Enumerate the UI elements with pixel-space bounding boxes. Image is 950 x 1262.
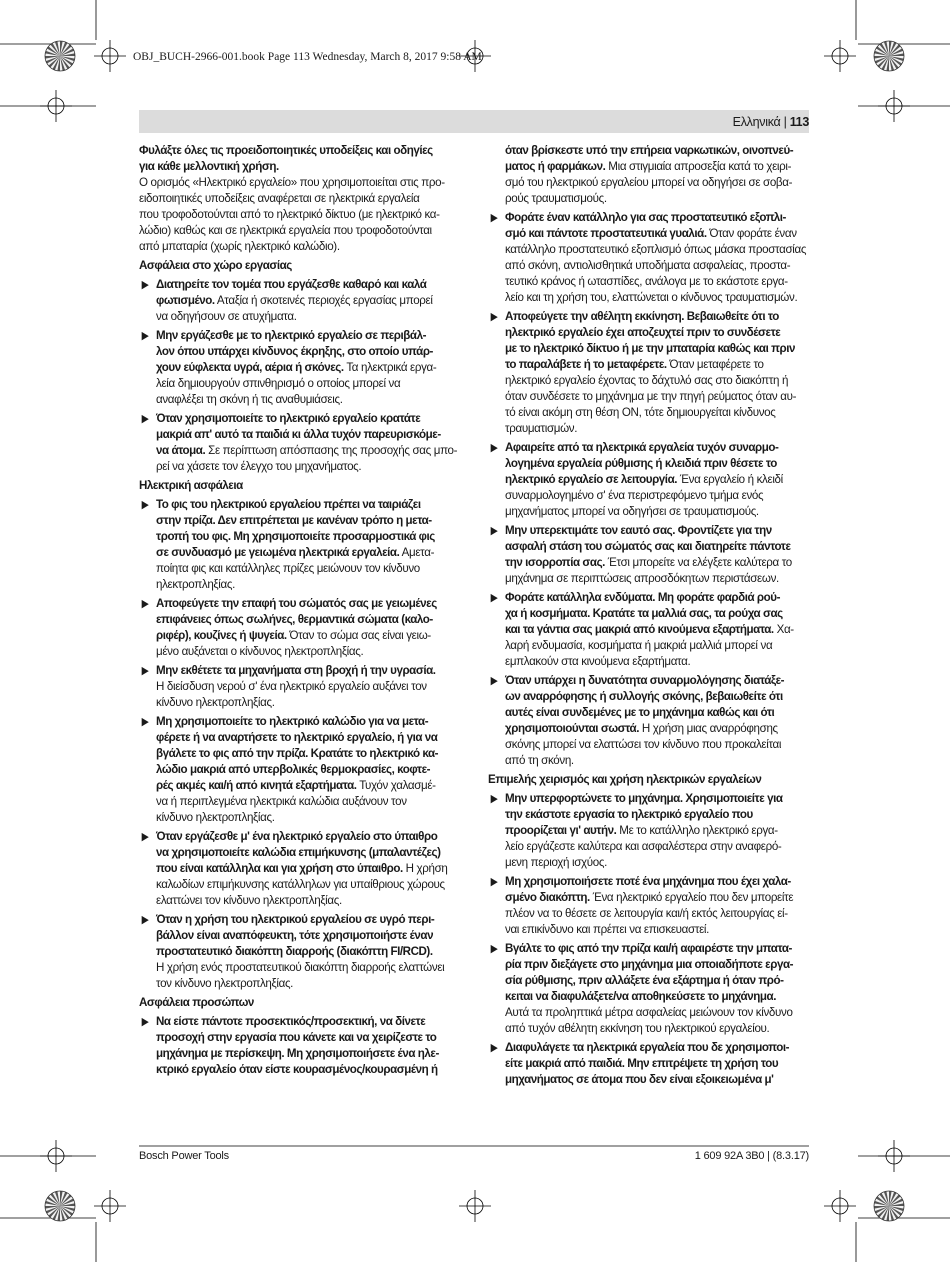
crosshair-top-left <box>94 40 126 72</box>
text-line <box>139 239 340 255</box>
bold-run: ηλεκτρικό εργαλείο έχει αποζευχτεί πριν το συνδέσετε <box>505 326 781 339</box>
text-line <box>156 778 436 794</box>
text-line <box>505 389 796 405</box>
bullet-marker: ▶ <box>490 212 498 224</box>
bold-run: ριφέρ), κουζίνες ή ψυγεία. <box>156 629 287 642</box>
bold-run: για κάθε μελλοντική χρήση. <box>139 160 279 173</box>
bullet-marker: ▶ <box>141 831 149 843</box>
starburst-mark-top-right <box>874 41 904 71</box>
text-run: τον κίνδυνο ηλεκτροπληξίας. <box>156 977 294 990</box>
text-line <box>505 373 788 389</box>
bold-run: κτρικό εργαλείο όταν είστε κουρασμένος/κουρασμένη ή <box>156 1063 438 1076</box>
text-line <box>505 807 753 823</box>
bold-run: μηχανήματος σε άτομα που δεν είναι εξοικειωμένα μ' <box>505 1073 774 1086</box>
bold-run: όταν βρίσκεστε υπό την επήρεια ναρκωτικών, οινοπνεύ- <box>505 144 794 157</box>
bold-run: Όταν χρησιμοποιείτε το ηλεκτρικό εργαλείο κρατάτε <box>156 412 421 425</box>
text-run: Σε περίπτωση απόσπασης της προσοχής σας μπο- <box>205 444 458 457</box>
text-line <box>505 325 780 341</box>
text-line <box>156 1030 436 1046</box>
bold-run: σία ρύθμισης, πριν αλλάξετε ένα εξάρτημα ή όταν πρό- <box>505 974 784 987</box>
bullet-marker: ▶ <box>141 499 149 511</box>
bold-run: να άτομα. <box>156 444 206 457</box>
bold-run: Ασφάλεια προσώπων <box>139 996 254 1009</box>
text-run: εμπλακούν στα κινούμενα εξαρτήματα. <box>505 655 691 668</box>
text-run: να ή περιπλεγμένα ηλεκτρικά καλώδια αυξάνουν τον <box>156 795 407 808</box>
text-line <box>505 753 574 769</box>
bold-run: ηλεκτρικό εργαλείο σε λειτουργία. <box>505 473 678 486</box>
text-line <box>156 644 363 660</box>
text-run: Με το κατάλληλο ηλεκτρικό εργα- <box>616 824 778 837</box>
text-run: από τυχόν αθέλητη εκκίνηση του ηλεκτρικού εργαλείου. <box>505 1022 770 1035</box>
bullet-marker: ▶ <box>490 943 498 955</box>
text-line <box>156 714 428 730</box>
text-line <box>505 791 783 807</box>
text-line <box>156 893 342 909</box>
crosshair-top-right <box>824 40 856 72</box>
text-line <box>156 944 433 960</box>
book-info-line: OBJ_BUCH-2966-001.book Page 113 Wednesday, March 8, 2017 9:58 AM <box>133 51 482 63</box>
bold-run: σε συνδυασμό με γειωμένα ηλεκτρικά εργαλεία. <box>156 546 400 559</box>
text-run: ρούς τραυματισμούς. <box>505 192 607 205</box>
bold-run: Ασφάλεια στο χώρο εργασίας <box>139 259 292 272</box>
text-line <box>156 293 433 309</box>
text-line <box>505 242 806 258</box>
text-run: Έτσι μπορείτε να ελέγξετε καλύτερα το <box>604 556 792 569</box>
crosshair-left-mid <box>40 90 72 122</box>
text-run: Όταν φοράτε έναν <box>706 227 797 240</box>
text-run: συναρμολογημένο σ' ένα περιστρεφόμενο τμήμα ενός <box>505 489 764 502</box>
bold-run: Όταν η χρήση του ηλεκτρικού εργαλείου σε υγρό περι- <box>156 913 435 926</box>
text-run: από τη σκόνη. <box>505 754 574 767</box>
bold-run: Φοράτε έναν κατάλληλο για σας προστατευτικό εξοπλι- <box>505 211 786 224</box>
text-line <box>505 1040 789 1056</box>
text-run: τό είναι ακόμη στη θέση ON, τότε δημιουργείται κίνδυνος <box>505 406 776 419</box>
text-run: αναφλέξει τη σκόνη ή τις αναθυμιάσεις. <box>156 393 343 406</box>
text-line <box>156 1014 425 1030</box>
text-line <box>156 529 435 545</box>
text-line <box>139 143 433 159</box>
text-line <box>139 223 432 239</box>
crosshair-right-mid <box>878 90 910 122</box>
text-run: Μια στιγμιαία απροσεξία κατά το χειρι- <box>605 160 792 173</box>
text-line <box>505 654 690 670</box>
bold-run: την ισορροπία σας. <box>505 556 605 569</box>
text-run: ηλεκτρικό εργαλείο έχοντας το δάχτυλό σας στο διακόπτη ή <box>505 374 789 387</box>
bold-run: που είναι κατάλληλα και για χρήση στο ύπαιθρο. <box>156 862 403 875</box>
text-line <box>156 730 437 746</box>
bold-run: Ηλεκτρική ασφάλεια <box>139 479 243 492</box>
text-line <box>505 606 783 622</box>
text-line <box>505 258 790 274</box>
text-line <box>156 376 400 392</box>
text-run: μενη περιοχή ισχύος. <box>505 856 607 869</box>
page-header-language: Ελληνικά | 113 <box>732 115 809 129</box>
text-run: τευτικό κράνος ή ωτασπίδες, ανάλογα με το εκάστοτε εργα- <box>505 275 788 288</box>
text-run: Η διείσδυση νερού σ' ένα ηλεκτρικό εργαλείο αυξάνει τον <box>156 680 427 693</box>
text-run: όταν συνδέσετε το μηχάνημα με την πηγή ρεύματος όταν αυ- <box>505 390 797 403</box>
section-heading <box>139 258 292 274</box>
text-line <box>505 590 780 606</box>
text-line <box>156 928 433 944</box>
bullet-marker: ▶ <box>141 598 149 610</box>
bold-run: το παραλάβετε ή το μεταφέρετε. <box>505 358 667 371</box>
bold-run: επιφάνειες όπως σωλήνες, θερμαντικά σώματα (καλο- <box>156 613 433 626</box>
text-line <box>156 912 434 928</box>
bold-run: Μην εκθέτετε τα μηχανήματα στη βροχή ή την υγρασία. <box>156 664 436 677</box>
text-line <box>505 159 791 175</box>
text-run: ελαττώνει τον κίνδυνο ηλεκτροπληξίας. <box>156 894 342 907</box>
bold-run: μηχάνημα με περίσκεψη. Μη χρησιμοποιήσετε ένα ηλε- <box>156 1047 439 1060</box>
bold-run: την εκάστοτε εργασία το ηλεκτρικό εργαλείο που <box>505 808 753 821</box>
text-run: σμό του ηλεκτρικού εργαλείου μπορεί να οδηγήσει σε σοβα- <box>505 176 793 189</box>
footer-doc-code: 1 609 92A 3B0 | (8.3.17) <box>694 1150 809 1162</box>
text-line <box>156 561 420 577</box>
text-line <box>505 673 784 689</box>
text-line <box>505 855 607 871</box>
crosshair-bottom-left <box>94 1190 126 1222</box>
text-run: ηλεκτροπληξίας. <box>156 578 235 591</box>
bold-run: Μη χρησιμοποιείτε το ηλεκτρικό καλώδιο για να μετα- <box>156 715 429 728</box>
language-label: Ελληνικά <box>732 115 781 129</box>
bullet-marker: ▶ <box>490 592 498 604</box>
text-line <box>505 989 776 1005</box>
text-line <box>139 191 420 207</box>
bullet-marker: ▶ <box>490 675 498 687</box>
bold-run: Διατηρείτε τον τομέα που εργάζεσθε καθαρό και καλά <box>156 278 427 291</box>
text-run: Η χρήση ενός προστατευτικού διακόπτη διαρροής ελαττώνει <box>156 961 445 974</box>
text-line <box>156 277 426 293</box>
bold-run: κειται να διαφυλάξετε/να αποθηκεύσετε το μηχάνημα. <box>505 990 776 1003</box>
text-line <box>156 513 432 529</box>
text-line <box>505 906 788 922</box>
text-line <box>156 612 433 628</box>
footer-brand: Bosch Power Tools <box>139 1150 229 1162</box>
text-line <box>505 274 788 290</box>
text-line <box>505 957 793 973</box>
text-line <box>505 309 779 325</box>
text-line <box>505 571 779 587</box>
text-line <box>505 941 792 957</box>
text-line <box>505 421 577 437</box>
starburst-mark-top-left <box>45 41 75 71</box>
text-run: κίνδυνο ηλεκτροπληξίας. <box>156 696 275 709</box>
starburst-mark-bottom-left <box>45 1191 75 1221</box>
section-heading <box>488 772 761 788</box>
bold-run: ματος ή φαρμάκων. <box>505 160 606 173</box>
crosshair-bottom-center <box>459 1190 491 1222</box>
text-line <box>505 472 783 488</box>
bold-run: Διαφυλάγετε τα ηλεκτρικά εργαλεία που δε χρησιμοποι- <box>505 1041 790 1054</box>
bold-run: και τα γάντια σας μακριά από κινούμενα εξαρτήματα. <box>505 623 774 636</box>
text-line <box>156 1062 438 1078</box>
crosshair-bottom-right <box>824 1190 856 1222</box>
text-run: Αμετα- <box>399 546 435 559</box>
bullet-marker: ▶ <box>141 1016 149 1028</box>
text-line <box>505 721 778 737</box>
text-line <box>156 1046 439 1062</box>
bold-run: στην πρίζα. Δεν επιτρέπεται με κανέναν τρόπο η μετα- <box>156 514 432 527</box>
bold-run: χα ή κοσμήματα. Κρατάτε τα μαλλιά σας, τα ρούχα σας <box>505 607 783 620</box>
text-run: που τροφοδοτούνται από το ηλεκτρικό δίκτυο (με ηλεκτρικό κα- <box>139 208 440 221</box>
header-band <box>139 110 809 133</box>
bullet-marker: ▶ <box>141 413 149 425</box>
text-line <box>505 539 791 555</box>
text-line <box>505 839 781 855</box>
text-run: τραυματισμών. <box>505 422 578 435</box>
text-line <box>505 922 709 938</box>
bold-run: Φοράτε κατάλληλα ενδύματα. Μη φοράτε φαρδιά ρού- <box>505 591 780 604</box>
text-line <box>505 737 781 753</box>
text-line <box>156 309 297 325</box>
bullet-marker: ▶ <box>490 1042 498 1054</box>
text-line <box>505 290 797 306</box>
text-run: Ένα εργαλείο ή κλειδί <box>677 473 783 486</box>
bold-run: Μην υπερφορτώνετε το μηχάνημα. Χρησιμοποιείτε για <box>505 792 783 805</box>
text-line <box>505 705 774 721</box>
bold-run: είτε μακριά από παιδιά. Μην επιτρέψετε τη χρήση του <box>505 1057 779 1070</box>
bold-run: να χρησιμοποιείτε καλώδια επιμήκυνσης (μπαλαντέζες) <box>156 846 441 859</box>
text-line <box>505 1021 769 1037</box>
bold-run: Αποφεύγετε την επαφή του σώματός σας με γειωμένες <box>156 597 437 610</box>
bold-run: λώδιο μακριά από υπερβολικές θερμοκρασίες, κοφτε- <box>156 763 431 776</box>
text-line <box>505 890 793 906</box>
text-line <box>505 823 778 839</box>
text-line <box>156 328 426 344</box>
text-line <box>156 829 437 845</box>
bold-run: Όταν εργάζεσθε μ' ένα ηλεκτρικό εργαλείο στο ύπαιθρο <box>156 830 438 843</box>
text-run: Αταξία ή σκοτεινές περιοχές εργασίας μπορεί <box>214 294 433 307</box>
section-heading <box>139 478 243 494</box>
bold-run: Το φις του ηλεκτρικού εργαλείου πρέπει να ταιριάζει <box>156 498 421 511</box>
text-line <box>156 344 433 360</box>
text-line <box>156 679 427 695</box>
text-line <box>505 357 764 373</box>
text-line <box>505 440 778 456</box>
text-run: μένο αυξάνεται ο κίνδυνος ηλεκτροπληξίας. <box>156 645 364 658</box>
text-line <box>505 689 783 705</box>
text-run: λείο εργάζεστε καλύτερα και ασφαλέστερα στην αναφερό- <box>505 840 782 853</box>
text-line <box>505 143 793 159</box>
text-line <box>505 456 777 472</box>
bold-run: λον όπου υπάρχει κίνδυνος έκρηξης, στο οποίο υπάρ- <box>156 345 433 358</box>
text-line <box>156 762 430 778</box>
text-line <box>156 861 448 877</box>
bold-run: σμό και πάντοτε προστατευτικά γυαλιά. <box>505 227 707 240</box>
bold-run: προορίζεται γι' αυτήν. <box>505 824 617 837</box>
text-line <box>139 175 445 191</box>
text-run: κατάλληλο προστατευτικό εξοπλισμό όπως μάσκα προστασίας <box>505 243 807 256</box>
text-run: λείο και τη χρήση του, ελαττώνεται ο κίνδυνος τραυματισμών. <box>505 291 798 304</box>
text-run: από σκόνη, αντιολισθητικά υποδήματα ασφαλείας, προστα- <box>505 259 791 272</box>
text-line <box>156 746 438 762</box>
bold-run: Μην εργάζεσθε με το ηλεκτρικό εργαλείο σε περιβάλ- <box>156 329 427 342</box>
bold-run: μακριά απ' αυτό τα παιδιά κι άλλα τυχόν παρευρισκόμε- <box>156 428 441 441</box>
bold-run: ρία πριν διεξάγετε στο μηχάνημα μια οποιαδήποτε εργα- <box>505 958 794 971</box>
bold-run: ρές ακμές και/ή από κινητά εξαρτήματα. <box>156 779 357 792</box>
text-line <box>505 210 786 226</box>
text-line <box>156 392 343 408</box>
text-line <box>505 1005 793 1021</box>
text-line <box>156 628 431 644</box>
text-run: μηχανήματος μπορεί να οδηγήσει σε τραυματισμούς. <box>505 505 759 518</box>
crosshair-left-low <box>40 1140 72 1172</box>
bullet-marker: ▶ <box>490 525 498 537</box>
text-line <box>505 1072 773 1088</box>
page-number: 113 <box>789 115 809 129</box>
text-run: Όταν το σώμα σας είναι γειω- <box>286 629 431 642</box>
bullet-marker: ▶ <box>141 914 149 926</box>
text-line <box>156 695 275 711</box>
bold-run: φωτισμένο. <box>156 294 215 307</box>
text-line <box>505 504 759 520</box>
text-line <box>505 622 794 638</box>
starburst-mark-bottom-right <box>874 1191 904 1221</box>
text-run: Αυτά τα προληπτικά μέτρα ασφαλείας μειώνουν τον κίνδυνο <box>505 1006 793 1019</box>
text-line <box>156 976 293 992</box>
bold-run: Αφαιρείτε από τα ηλεκτρικά εργαλεία τυχόν συναρμο- <box>505 441 779 454</box>
text-line <box>505 405 776 421</box>
bold-run: χρησιμοποιούνται σωστά. <box>505 722 639 735</box>
text-line <box>156 845 441 861</box>
bullet-marker: ▶ <box>141 330 149 342</box>
bullet-marker: ▶ <box>490 876 498 888</box>
text-run: Η χρήση μιας αναρρόφησης <box>639 722 778 735</box>
text-run: κίνδυνο ηλεκτροπληξίας. <box>156 811 275 824</box>
crosshair-right-low <box>878 1140 910 1172</box>
bold-run: βάλλον είναι αναπόφευκτη, τότε χρησιμοποιήστε έναν <box>156 929 434 942</box>
bold-run: ων αναρρόφησης ή συλλογής σκόνης, βεβαιωθείτε ότι <box>505 690 783 703</box>
bullet-marker: ▶ <box>490 311 498 323</box>
bold-run: Μη χρησιμοποιήσετε ποτέ ένα μηχάνημα που έχει χαλα- <box>505 875 791 888</box>
text-line <box>156 443 457 459</box>
text-line <box>156 663 436 679</box>
bullet-marker: ▶ <box>141 716 149 728</box>
bold-run: προσοχή στην εργασία που κάνετε και να χειρίζεστε το <box>156 1031 437 1044</box>
bullet-marker: ▶ <box>141 665 149 677</box>
bold-run: χουν εύφλεκτα υγρά, αέρια ή σκόνες. <box>156 361 344 374</box>
bold-run: Αποφεύγετε την αθέλητη εκκίνηση. Βεβαιωθείτε ότι το <box>505 310 779 323</box>
text-run: ειδοποιητικές υποδείξεις αναφέρεται σε ηλεκτρικά εργαλεία <box>139 192 420 205</box>
bold-run: αυτές είναι συνδεμένες με το μηχάνημα καθώς και ότι <box>505 706 775 719</box>
bold-run: προστατευτικό διακόπτη διαρροής (διακόπτη FI/RCD). <box>156 945 433 958</box>
bold-run: σμένο διακόπτη. <box>505 891 590 904</box>
text-run: καλωδίων επιμήκυνσης κατάλληλων για υπαίθριους χώρους <box>156 878 445 891</box>
text-run: ποίητα φις και κατάλληλες πρίζες μειώνουν τον κίνδυνο <box>156 562 420 575</box>
bullet-marker: ▶ <box>490 793 498 805</box>
text-run: πλέον να το θέσετε σε λειτουργία και/ή εκτός λειτουργίας εί- <box>505 907 788 920</box>
text-run: Ένα ηλεκτρικό εργαλείο που δεν μπορείτε <box>589 891 794 904</box>
text-line <box>505 175 792 191</box>
text-line <box>505 341 795 357</box>
text-line <box>156 794 407 810</box>
bold-run: Βγάλτε το φις από την πρίζα και/ή αφαιρέστε την μπατα- <box>505 942 792 955</box>
bold-run: βγάλετε το φις από την πρίζα. Κρατάτε το ηλεκτρικό κα- <box>156 747 439 760</box>
text-line <box>156 577 235 593</box>
text-line <box>156 960 444 976</box>
text-run: ναι επικίνδυνο και πρέπει να επισκευαστεί. <box>505 923 709 936</box>
text-run: σκόνης μπορεί να ελαττώσει τον κίνδυνο που προκαλείται <box>505 738 782 751</box>
text-run: Η χρήση <box>402 862 448 875</box>
bold-run: ασφαλή στάση του σώματός σας και διατηρείτε πάντοτε <box>505 540 791 553</box>
text-line <box>156 810 275 826</box>
section-heading <box>139 995 254 1011</box>
text-run: λεία δημιουργούν σπινθηρισμό ο οποίος μπορεί να <box>156 377 401 390</box>
bold-run: Μην υπερεκτιμάτε τον εαυτό σας. Φροντίζετε για την <box>505 524 772 537</box>
text-run: ρεί να χάσετε τον έλεγχο του μηχανήματος. <box>156 460 362 473</box>
text-line <box>505 973 784 989</box>
bold-run: λογημένα εργαλεία ρύθμισης ή κλειδιά πριν θέσετε το <box>505 457 777 470</box>
text-line <box>156 427 441 443</box>
text-line <box>156 360 436 376</box>
text-line <box>505 638 772 654</box>
bold-run: τροπή του φις. Μη χρησιμοποιείτε προσαρμοστικά φις <box>156 530 435 543</box>
text-line <box>505 226 797 242</box>
bold-run: Όταν υπάρχει η δυνατότητα συναρμολόγησης διατάξε- <box>505 674 785 687</box>
text-line <box>139 159 279 175</box>
text-run: από μπαταρία (χωρίς ηλεκτρικό καλώδιο). <box>139 240 340 253</box>
text-run: Όταν μεταφέρετε το <box>666 358 764 371</box>
text-line <box>505 555 792 571</box>
text-line <box>156 459 361 475</box>
text-run: μηχάνημα σε περιπτώσεις απροσδόκητων περιστάσεων. <box>505 572 779 585</box>
text-line <box>505 191 607 207</box>
text-line <box>156 411 420 427</box>
text-line <box>156 596 437 612</box>
bullet-marker: ▶ <box>490 442 498 454</box>
text-line <box>505 874 791 890</box>
bullet-marker: ▶ <box>141 279 149 291</box>
text-run: Τυχόν χαλασμέ- <box>356 779 436 792</box>
text-run: Χα- <box>773 623 794 636</box>
bold-run: Φυλάξτε όλες τις προειδοποιητικές υποδείξεις και οδηγίες <box>139 144 433 157</box>
bold-run: Να είστε πάντοτε προσεκτικός/προσεκτική, να δίνετε <box>156 1015 426 1028</box>
text-line <box>505 1056 778 1072</box>
bold-run: Επιμελής χειρισμός και χρήση ηλεκτρικών εργαλείων <box>488 773 762 786</box>
text-run: λώδιο) καθώς και σε ηλεκτρικά εργαλεία που τροφοδοτούνται <box>139 224 432 237</box>
text-run: να οδηγήσουν σε ατυχήματα. <box>156 310 297 323</box>
text-line <box>505 523 772 539</box>
text-line <box>156 545 434 561</box>
text-run: Τα ηλεκτρικά εργα- <box>343 361 437 374</box>
text-line <box>505 488 763 504</box>
text-run: λαρή ενδυμασία, κοσμήματα ή μακριά μαλλιά μπορεί να <box>505 639 773 652</box>
bold-run: φέρετε ή να αναρτήσετε το ηλεκτρικό εργαλείο, ή για να <box>156 731 438 744</box>
text-line <box>139 207 440 223</box>
text-run: Ο ορισμός «Ηλεκτρικό εργαλείο» που χρησιμοποιείται στις προ- <box>139 176 445 189</box>
text-line <box>156 497 421 513</box>
text-line <box>156 877 445 893</box>
bold-run: με το ηλεκτρικό δίκτυο ή με την μπαταρία καθώς και πριν <box>505 342 796 355</box>
